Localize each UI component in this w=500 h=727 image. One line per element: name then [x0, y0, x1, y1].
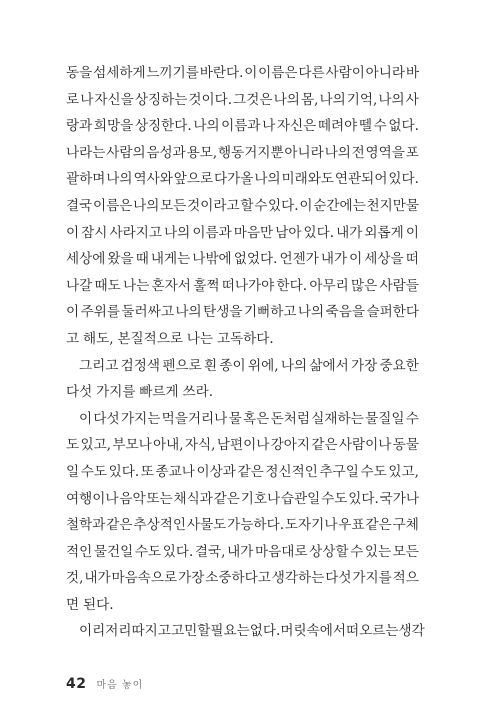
text-line: 철학과 같은 추상적인 사물도 가능하다. 도자기나 우표 같은 구체 — [66, 517, 419, 534]
text-line: 이 주위를 둘러싸고 나의 탄생을 기뻐하고 나의 죽음을 슬퍼한다 — [66, 304, 419, 321]
text-line: 결국 이름은 나의 모든 것이라고 할 수 있다. 이 순간에는 천지만물 — [66, 197, 419, 214]
paragraph — [66, 618, 425, 645]
paragraph — [66, 353, 419, 406]
paragraph — [66, 406, 419, 619]
text-line: 세상에 왔을 때 내게는 나밖에 없었다. 언젠가 내가 이 세상을 떠 — [66, 251, 419, 268]
text-line: 다섯 가지를 빠르게 쓰라. — [66, 384, 214, 401]
page-number: 42 — [66, 676, 87, 692]
text-line: 이 잠시 사라지고 나의 이름과 마음만 남아 있다. 내가 외롭게 이 — [66, 224, 419, 241]
text-line: 도 있고, 부모나 아내, 자식, 남편이나 강아지 같은 사람이나 동물 — [66, 437, 419, 454]
text-line: 고 해도, 본질적으로 나는 고독하다. — [66, 330, 274, 347]
body-text — [66, 60, 425, 645]
text-line: 괄하며 나의 역사와 앞으로 다가올 나의 미래와도 연관되어 있다. — [66, 171, 419, 188]
text-line: 이 다섯 가지는 먹을거리나 물 혹은 돈처럼 실재하는 물질일 수 — [79, 410, 419, 427]
paragraph — [66, 60, 419, 353]
running-title: 마음 놓이 — [96, 680, 144, 691]
text-line: 로 나 자신을 상징하는 것이다. 그것은 나의 몸, 나의 기억, 나의 사 — [66, 91, 419, 108]
text-line: 것, 내가 마음속으로 가장 소중하다고 생각하는 다섯 가지를 적으 — [66, 570, 419, 587]
text-line: 일 수도 있다. 또 종교나 이상과 같은 정신적인 추구일 수도 있고, — [66, 463, 419, 480]
text-line: 나라는 사람의 음성과 용모, 행동거지뿐 아니라 나의 전 영역을 포 — [66, 144, 419, 161]
text-line: 이리저리 따지고 고민할 필요는 없다. 머릿속에서 떠오르는 생각 — [79, 623, 425, 640]
text-line: 그리고 검정색 펜으로 흰 종이 위에, 나의 삶에서 가장 중요한 — [79, 357, 419, 374]
text-line: 적인 물건일 수도 있다. 결국, 내가 마음대로 상상할 수 있는 모든 — [66, 543, 419, 560]
text-line: 여행이나 음악 또는 채식과 같은 기호나 습관일 수도 있다. 국가나 — [66, 490, 419, 507]
text-line: 랑과 희망을 상징한다. 나의 이름과 나 자신은 떼려야 뗄 수 없다. — [66, 118, 419, 135]
text-line: 면 된다. — [66, 596, 114, 613]
text-line: 나갈 때도 나는 혼자서 훌쩍 떠나가야 한다. 아무리 많은 사람들 — [66, 277, 419, 294]
page-footer — [66, 676, 143, 696]
text-line: 동을 섬세하게 느끼기를 바란다. 이 이름은 다른 사람이 아니라 바 — [66, 65, 419, 81]
